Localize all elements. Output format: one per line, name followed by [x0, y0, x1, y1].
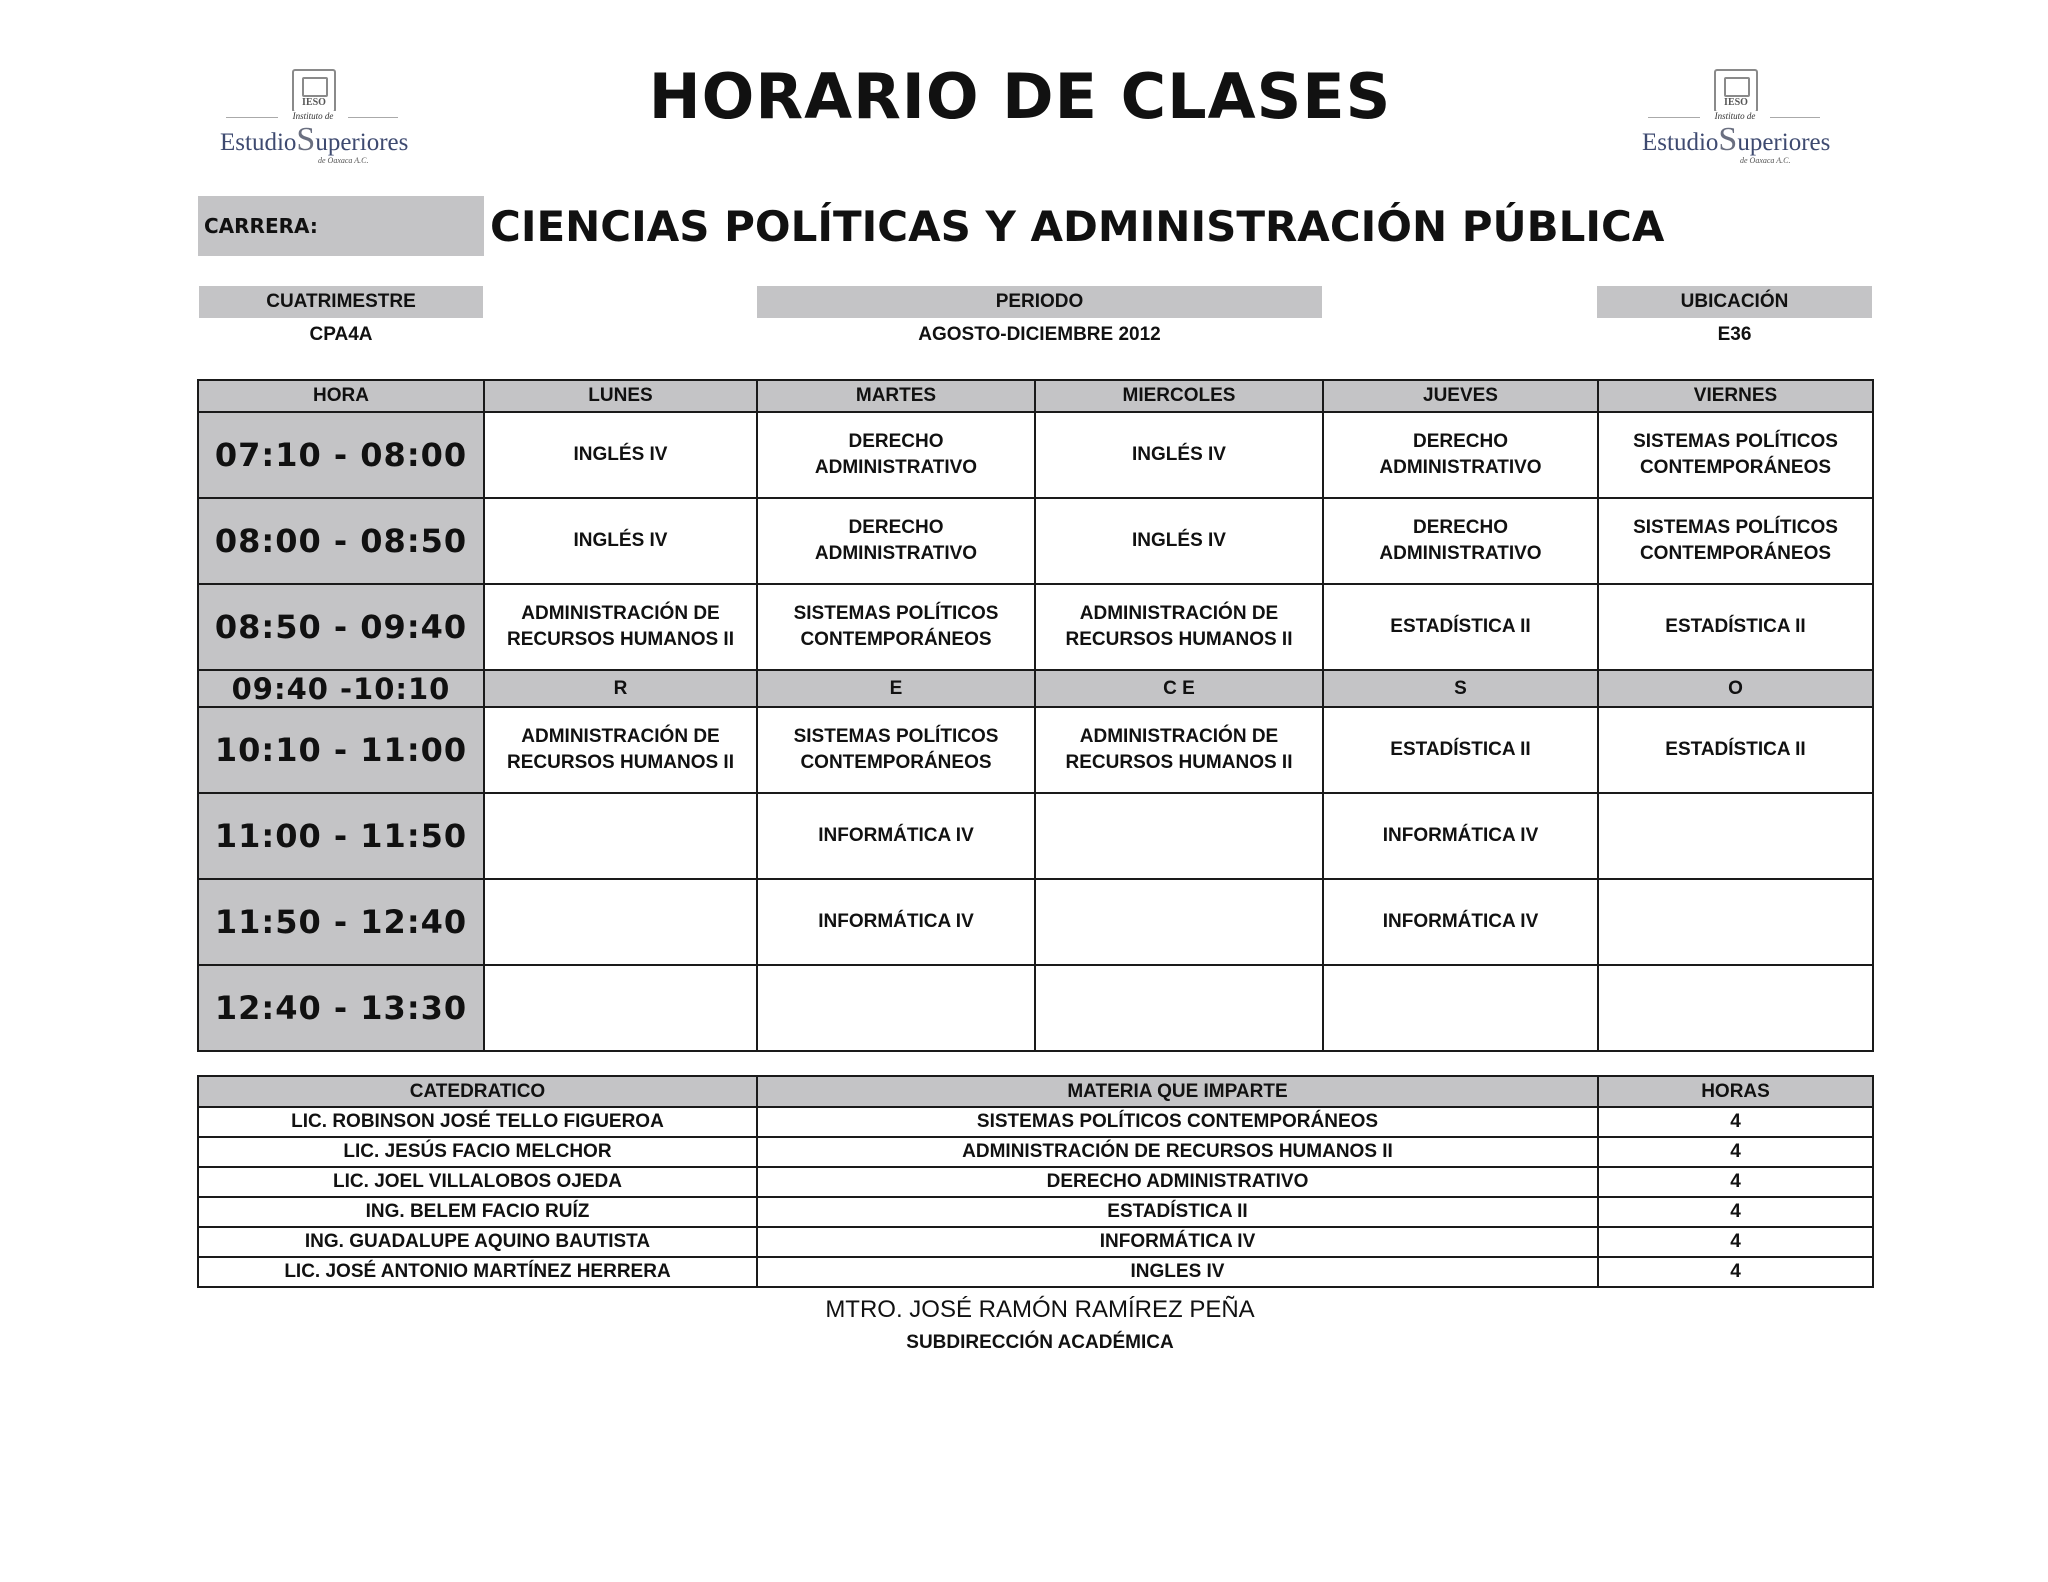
class-cell: ADMINISTRACIÓN DE RECURSOS HUMANOS II	[1035, 707, 1323, 793]
class-cell: DERECHO ADMINISTRATIVO	[1323, 412, 1598, 498]
header-miercoles: MIERCOLES	[1035, 380, 1323, 412]
class-cell: DERECHO ADMINISTRATIVO	[757, 412, 1035, 498]
header-viernes: VIERNES	[1598, 380, 1873, 412]
page-title: HORARIO DE CLASES	[648, 60, 1392, 133]
time-slot: 08:00 - 08:50	[198, 498, 484, 584]
career-name: CIENCIAS POLÍTICAS Y ADMINISTRACIÓN PÚBLICA	[490, 202, 1665, 251]
schedule-table	[197, 379, 1874, 1052]
signer-name: MTRO. JOSÉ RAMÓN RAMÍREZ PEÑA	[825, 1296, 1255, 1323]
class-cell: INGLÉS IV	[484, 412, 757, 498]
class-cell: SISTEMAS POLÍTICOS CONTEMPORÁNEOS	[757, 584, 1035, 670]
class-cell: O	[1598, 670, 1873, 707]
career-label: CARRERA:	[198, 196, 484, 256]
time-slot: 08:50 - 09:40	[198, 584, 484, 670]
class-cell: ESTADÍSTICA II	[1323, 707, 1598, 793]
schedule-row	[198, 412, 1873, 498]
class-cell	[484, 965, 757, 1051]
hours-value: 4	[1598, 1167, 1873, 1197]
ubicacion-value: E36	[1717, 324, 1752, 345]
schedule-header-row	[198, 380, 1873, 412]
class-cell	[1323, 965, 1598, 1051]
teacher-row	[198, 1167, 1873, 1197]
time-slot: 11:50 - 12:40	[198, 879, 484, 965]
class-cell	[757, 965, 1035, 1051]
subject-name: ESTADÍSTICA II	[757, 1197, 1598, 1227]
schedule-row	[198, 965, 1873, 1051]
class-cell: C E	[1035, 670, 1323, 707]
class-cell: INGLÉS IV	[1035, 498, 1323, 584]
class-cell: ADMINISTRACIÓN DE RECURSOS HUMANOS II	[1035, 584, 1323, 670]
header-lunes: LUNES	[484, 380, 757, 412]
class-cell	[1598, 965, 1873, 1051]
teacher-name: LIC. JESÚS FACIO MELCHOR	[198, 1137, 757, 1167]
time-slot: 11:00 - 11:50	[198, 793, 484, 879]
class-cell: INFORMÁTICA IV	[1323, 793, 1598, 879]
seal-icon: IESO	[1714, 69, 1758, 113]
class-cell: S	[1323, 670, 1598, 707]
schedule-row	[198, 584, 1873, 670]
hours-value: 4	[1598, 1107, 1873, 1137]
class-cell: SISTEMAS POLÍTICOS CONTEMPORÁNEOS	[757, 707, 1035, 793]
class-cell	[484, 793, 757, 879]
class-cell: ESTADÍSTICA II	[1598, 584, 1873, 670]
teacher-name: ING. GUADALUPE AQUINO BAUTISTA	[198, 1227, 757, 1257]
class-cell: ESTADÍSTICA II	[1598, 707, 1873, 793]
teachers-header-row	[198, 1076, 1873, 1107]
class-cell: ADMINISTRACIÓN DE RECURSOS HUMANOS II	[484, 584, 757, 670]
header-martes: MARTES	[757, 380, 1035, 412]
class-cell: ADMINISTRACIÓN DE RECURSOS HUMANOS II	[484, 707, 757, 793]
class-cell	[1598, 879, 1873, 965]
subject-name: SISTEMAS POLÍTICOS CONTEMPORÁNEOS	[757, 1107, 1598, 1137]
header-hora: HORA	[198, 380, 484, 412]
class-cell	[1598, 793, 1873, 879]
class-cell: SISTEMAS POLÍTICOS CONTEMPORÁNEOS	[1598, 412, 1873, 498]
teacher-name: LIC. JOSÉ ANTONIO MARTÍNEZ HERRERA	[198, 1257, 757, 1287]
subject-name: INGLES IV	[757, 1257, 1598, 1287]
class-cell: INGLÉS IV	[1035, 412, 1323, 498]
header-materia: MATERIA QUE IMPARTE	[757, 1076, 1598, 1107]
teacher-name: LIC. ROBINSON JOSÉ TELLO FIGUEROA	[198, 1107, 757, 1137]
time-slot: 12:40 - 13:30	[198, 965, 484, 1051]
teacher-row	[198, 1197, 1873, 1227]
class-cell: R	[484, 670, 757, 707]
cuatrimestre-label: CUATRIMESTRE	[199, 286, 483, 318]
subject-name: INFORMÁTICA IV	[757, 1227, 1598, 1257]
time-slot: 07:10 - 08:00	[198, 412, 484, 498]
teacher-name: LIC. JOEL VILLALOBOS OJEDA	[198, 1167, 757, 1197]
hours-value: 4	[1598, 1137, 1873, 1167]
schedule-row	[198, 498, 1873, 584]
header-horas: HORAS	[1598, 1076, 1873, 1107]
subject-name: ADMINISTRACIÓN DE RECURSOS HUMANOS II	[757, 1137, 1598, 1167]
class-cell: INGLÉS IV	[484, 498, 757, 584]
class-cell: DERECHO ADMINISTRATIVO	[1323, 498, 1598, 584]
signer-role: SUBDIRECCIÓN ACADÉMICA	[906, 1332, 1174, 1353]
class-cell	[1035, 879, 1323, 965]
class-cell	[1035, 793, 1323, 879]
header-jueves: JUEVES	[1323, 380, 1598, 412]
schedule-row	[198, 707, 1873, 793]
schedule-row	[198, 879, 1873, 965]
teacher-name: ING. BELEM FACIO RUÍZ	[198, 1197, 757, 1227]
subject-name: DERECHO ADMINISTRATIVO	[757, 1167, 1598, 1197]
cuatrimestre-value: CPA4A	[309, 324, 373, 345]
periodo-label: PERIODO	[757, 286, 1322, 318]
class-cell: INFORMÁTICA IV	[757, 793, 1035, 879]
teachers-table	[197, 1075, 1874, 1288]
class-cell: ESTADÍSTICA II	[1323, 584, 1598, 670]
institute-logo-left: IESO Instituto de EstudioSuperiores de Oaxaca A.C.	[218, 66, 408, 166]
time-slot: 10:10 - 11:00	[198, 707, 484, 793]
institute-logo-right: IESO Instituto de EstudioSuperiores de Oaxaca A.C.	[1640, 66, 1830, 166]
schedule-row	[198, 670, 1873, 707]
seal-icon: IESO	[292, 69, 336, 113]
schedule-row	[198, 793, 1873, 879]
hours-value: 4	[1598, 1257, 1873, 1287]
periodo-value: AGOSTO-DICIEMBRE 2012	[918, 324, 1161, 345]
class-cell	[1035, 965, 1323, 1051]
ubicacion-label: UBICACIÓN	[1597, 286, 1872, 318]
class-cell: SISTEMAS POLÍTICOS CONTEMPORÁNEOS	[1598, 498, 1873, 584]
teacher-row	[198, 1227, 1873, 1257]
class-cell: INFORMÁTICA IV	[1323, 879, 1598, 965]
class-cell: DERECHO ADMINISTRATIVO	[757, 498, 1035, 584]
time-slot: 09:40 -10:10	[198, 670, 484, 707]
teacher-row	[198, 1107, 1873, 1137]
header-catedratico: CATEDRATICO	[198, 1076, 757, 1107]
class-cell	[484, 879, 757, 965]
teacher-row	[198, 1257, 1873, 1287]
hours-value: 4	[1598, 1227, 1873, 1257]
class-cell: INFORMÁTICA IV	[757, 879, 1035, 965]
class-cell: E	[757, 670, 1035, 707]
hours-value: 4	[1598, 1197, 1873, 1227]
teacher-row	[198, 1137, 1873, 1167]
